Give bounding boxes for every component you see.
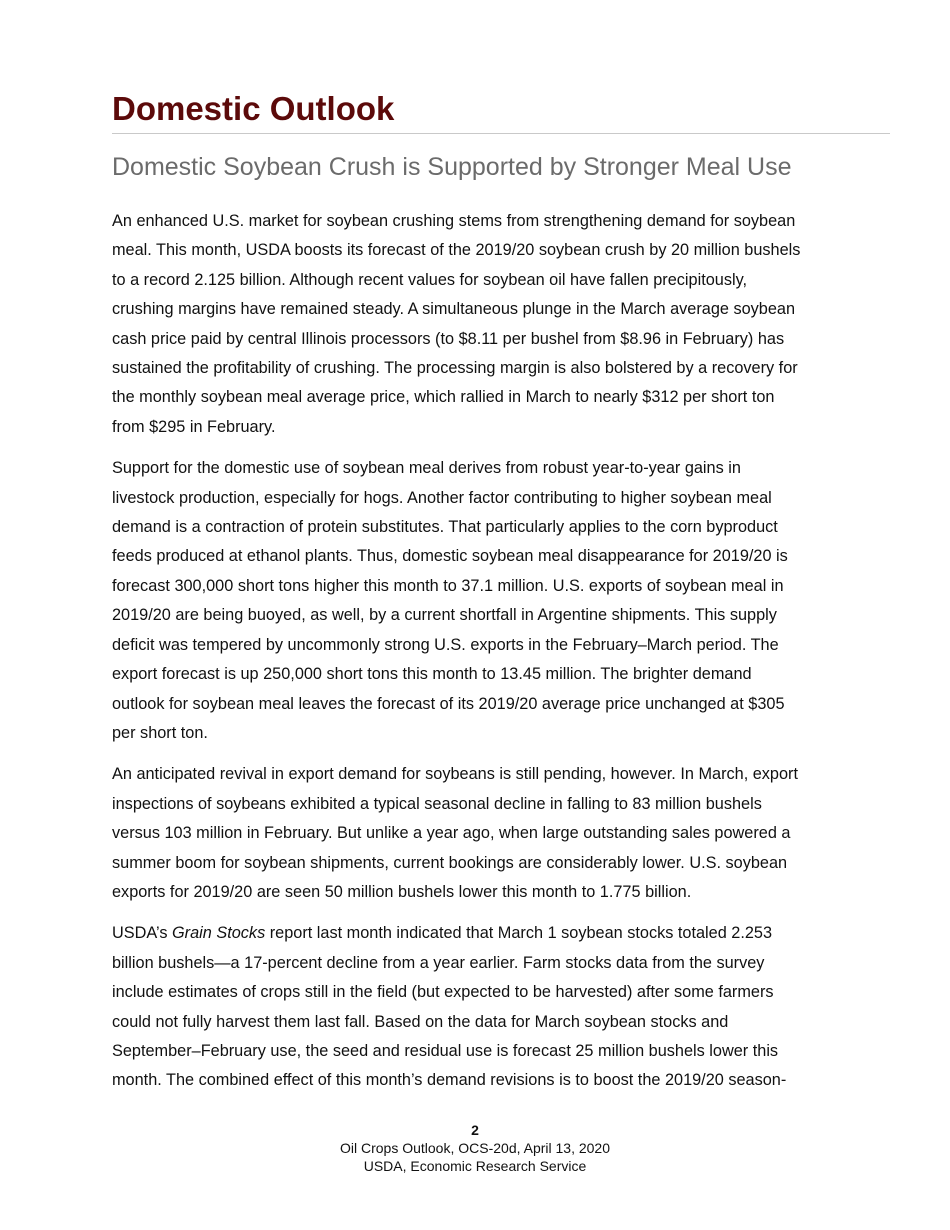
text-line: demand is a contraction of protein substitutes. That particularly applies to the corn byproduct [112, 518, 778, 537]
text-line: An anticipated revival in export demand for soybeans is still pending, however. In March, export [112, 765, 798, 784]
text-line: sustained the profitability of crushing. The processing margin is also bolstered by a recovery for [112, 359, 798, 378]
text-line: versus 103 million in February. But unlike a year ago, when large outstanding sales powered a [112, 824, 791, 843]
agency-info: USDA, Economic Research Service [363, 1158, 587, 1174]
text-line: the monthly soybean meal average price, which rallied in March to nearly $312 per short ton [112, 388, 775, 407]
text-line: could not fully harvest them last fall. Based on the data for March soybean stocks and [112, 1012, 729, 1031]
text-line: crushing margins have remained steady. A simultaneous plunge in the March average soybean [112, 300, 796, 319]
article-subtitle: Domestic Soybean Crush is Supported by Stronger Meal Use [112, 153, 792, 181]
publication-info: Oil Crops Outlook, OCS-20d, April 13, 2020 [339, 1140, 611, 1156]
text-run: USDA’s [112, 924, 173, 943]
text-line: per short ton. [112, 723, 208, 742]
text-line: meal. This month, USDA boosts its forecast of the 2019/20 soybean crush by 20 million bushels [112, 241, 801, 260]
text-line: forecast 300,000 short tons higher this month to 37.1 million. U.S. exports of soybean meal in [112, 576, 784, 595]
text-line [112, 919, 852, 948]
article-body [112, 207, 852, 1108]
text-line: outlook for soybean meal leaves the forecast of its 2019/20 average price unchanged at $305 [112, 694, 785, 713]
text-line: billion bushels—a 17-percent decline from a year earlier. Farm stocks data from the survey [112, 953, 765, 972]
paragraph-meal-use [112, 454, 852, 748]
text-line: exports for 2019/20 are seen 50 million bushels lower this month to 1.775 billion. [112, 882, 692, 901]
text-line: from $295 in February. [112, 417, 276, 436]
title-divider [112, 133, 890, 134]
text-line: 2019/20 are being buoyed, as well, by a current shortfall in Argentine shipments. This supply [112, 606, 777, 625]
text-line: cash price paid by central Illinois processors (to $8.11 per bushel from $8.96 in February) has [112, 329, 785, 348]
paragraph-exports [112, 760, 852, 907]
text-line: include estimates of crops still in the field (but expected to be harvested) after some farmers [112, 983, 774, 1002]
text-line: month. The combined effect of this month’s demand revisions is to boost the 2019/20 season- [112, 1071, 787, 1090]
text-line: feeds produced at ethanol plants. Thus, domestic soybean meal disappearance for 2019/20 is [112, 547, 788, 566]
text-line: An enhanced U.S. market for soybean crushing stems from strengthening demand for soybean [112, 212, 796, 230]
page-number: 2 [471, 1122, 479, 1138]
text-line: export forecast is up 250,000 short tons this month to 13.45 million. The brighter demand [112, 665, 752, 684]
text-line: Support for the domestic use of soybean meal derives from robust year-to-year gains in [112, 459, 741, 478]
text-run: report last month indicated that March 1 soybean stocks totaled 2.253 [265, 924, 773, 943]
section-title: Domestic Outlook [112, 90, 395, 127]
report-title: Grain Stocks [172, 924, 266, 943]
text-line: deficit was tempered by uncommonly strong U.S. exports in the February–March period. The [112, 635, 779, 654]
page-footer [0, 1121, 950, 1175]
text-line: inspections of soybeans exhibited a typical seasonal decline in falling to 83 million bushels [112, 794, 762, 813]
paragraph-stocks [112, 919, 852, 1095]
text-line: livestock production, especially for hogs. Another factor contributing to higher soybean meal [112, 488, 772, 507]
text-line: summer boom for soybean shipments, current bookings are considerably lower. U.S. soybean [112, 853, 788, 872]
paragraph-crush [112, 207, 852, 442]
text-line: to a record 2.125 billion. Although recent values for soybean oil have fallen precipitously, [112, 270, 748, 289]
text-line: September–February use, the seed and residual use is forecast 25 million bushels lower this [112, 1041, 779, 1060]
